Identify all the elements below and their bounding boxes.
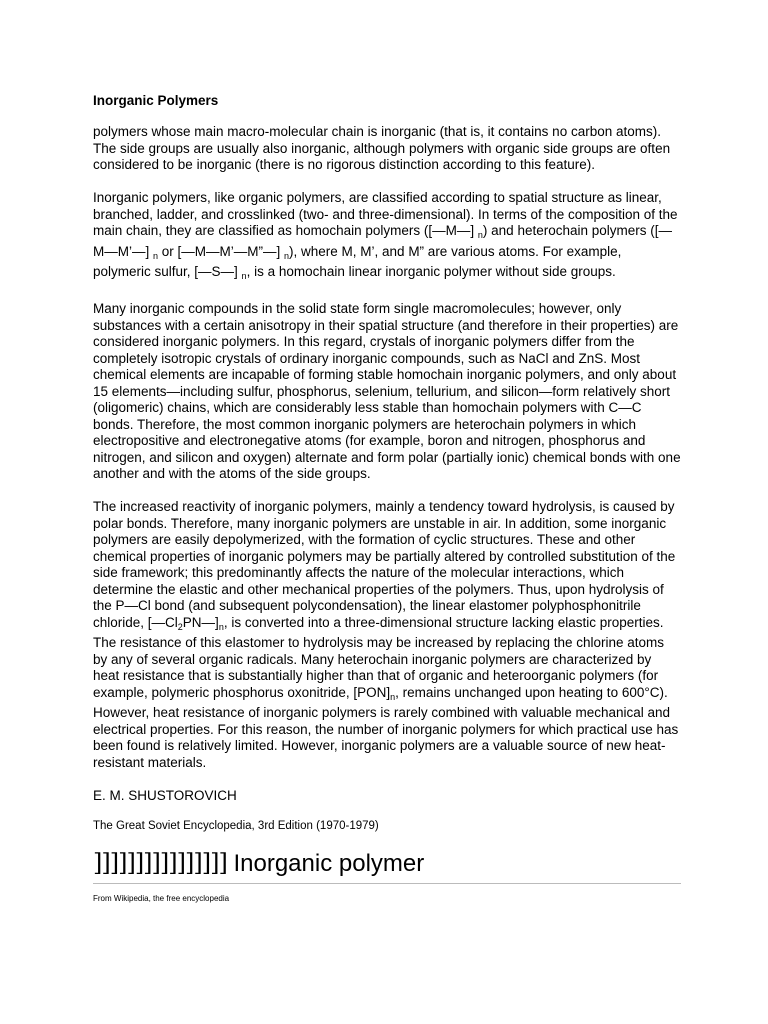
document-title: Inorganic Polymers bbox=[93, 93, 219, 108]
bracket-glyphs: ]]]]]]]]]]]]]]]] bbox=[93, 848, 227, 877]
paragraph-classification bbox=[93, 190, 681, 285]
text-run: , remains unchanged upon heating to 600°C). However, heat resistance of inorganic polymers is rarely combined with valuable mechanical and electrical properties. For this reason, the number of inorganic polymers for which practical use has been found is relatively limited. However, inorganic polymers are a valuable source of new heat-resistant materials. bbox=[93, 684, 679, 770]
document-page bbox=[93, 93, 681, 903]
subscript: n bbox=[241, 271, 247, 281]
wikipedia-title: Inorganic polymer bbox=[226, 849, 425, 877]
source-citation: The Great Soviet Encyclopedia, 3rd Edition (1970-1979) bbox=[93, 819, 379, 832]
text-run: , is converted into a three-dimensional structure lacking elastic properties. The resistance of this elastomer to hydrolysis may be increased by replacing the chlorine atoms by any of several organic radicals. Many heterochain inorganic polymers are characterized by heat resistance that is substantially higher than that of organic and heteroorganic polymers (for example, polymeric phosphorus oxonitride, [PON] bbox=[93, 614, 665, 700]
subscript: 2 bbox=[177, 621, 183, 632]
text-run: ), where M, M’, and M” are various atoms. For example, polymeric sulfur, [—S—] bbox=[93, 243, 622, 279]
author-name: E. M. SHUSTOROVICH bbox=[93, 787, 237, 803]
text-run: PN—] bbox=[182, 614, 219, 630]
paragraph-structure: Many inorganic compounds in the solid state form single macromolecules; however, only substances with a certain anisotropy in their spatial structure (and therefore in their properties) are considered inorganic polymers. In this regard, crystals of inorganic polymers differ from the completely isotropic crystals of ordinary inorganic compounds, such as NaCl and ZnS. Most chemical elements are incapable of forming stable homochain inorganic polymers, and only about 15 elements—including sulfur, phosphorus, selenium, tellurium, and silicon—form relatively short (oligomeric) chains, which are considerably less stable than homochain polymers with C—C bonds. Therefore, the most common inorganic polymers are heterochain polymers in which electropositive and electronegative atoms (for example, boron and nitrogen, phosphorus and nitrogen, and silicon and oxygen) alternate and form polar (partially ionic) chemical bonds with one another and with the atoms of the side groups. bbox=[93, 301, 681, 481]
subscript: n bbox=[477, 230, 483, 240]
wikipedia-subtitle: From Wikipedia, the free encyclopedia bbox=[93, 893, 230, 903]
paragraph-reactivity bbox=[93, 499, 681, 771]
text-run: ) and heterochain polymers ([—M—M’—] bbox=[93, 223, 673, 259]
subscript: n bbox=[284, 250, 290, 261]
paragraph-definition: polymers whose main macro-molecular chain is inorganic (that is, it contains no carbon atoms). The side groups are usually also inorganic, although polymers with organic side groups are often considered to be inorganic (there is no rigorous distinction according to this feature). bbox=[93, 124, 671, 172]
subscript: n bbox=[390, 691, 396, 702]
text-run: The increased reactivity of inorganic polymers, mainly a tendency toward hydrolysis, is caused by polar bonds. Therefore, many inorganic polymers are unstable in air. In addition, some inorganic polymers are easily depolymerized, with the formation of cyclic structures. These and other chemical properties of inorganic polymers may be partially altered by controlled substitution of the side framework; this predominantly affects the nature of the molecular interactions, which determine the elastic and other mechanical properties of the polymers. Thus, upon hydrolysis of the P—Cl bond (and subsequent polycondensation), the linear elastomer polyphosphonitrile chloride, [—Cl bbox=[93, 499, 676, 630]
text-run: or [—M—M’—M”—] bbox=[158, 243, 285, 259]
text-run: , is a homochain linear inorganic polymer without side groups. bbox=[246, 264, 616, 279]
wikipedia-heading bbox=[93, 848, 681, 884]
subscript: n bbox=[153, 250, 159, 261]
subscript: n bbox=[218, 621, 224, 632]
text-run: Inorganic polymers, like organic polymers, are classified according to spatial structure as linear, branched, ladder, and crosslinked (two- and three-dimensional). In terms of the composition of the main chain, they are classified as homochain polymers ([—M—] bbox=[93, 190, 678, 238]
